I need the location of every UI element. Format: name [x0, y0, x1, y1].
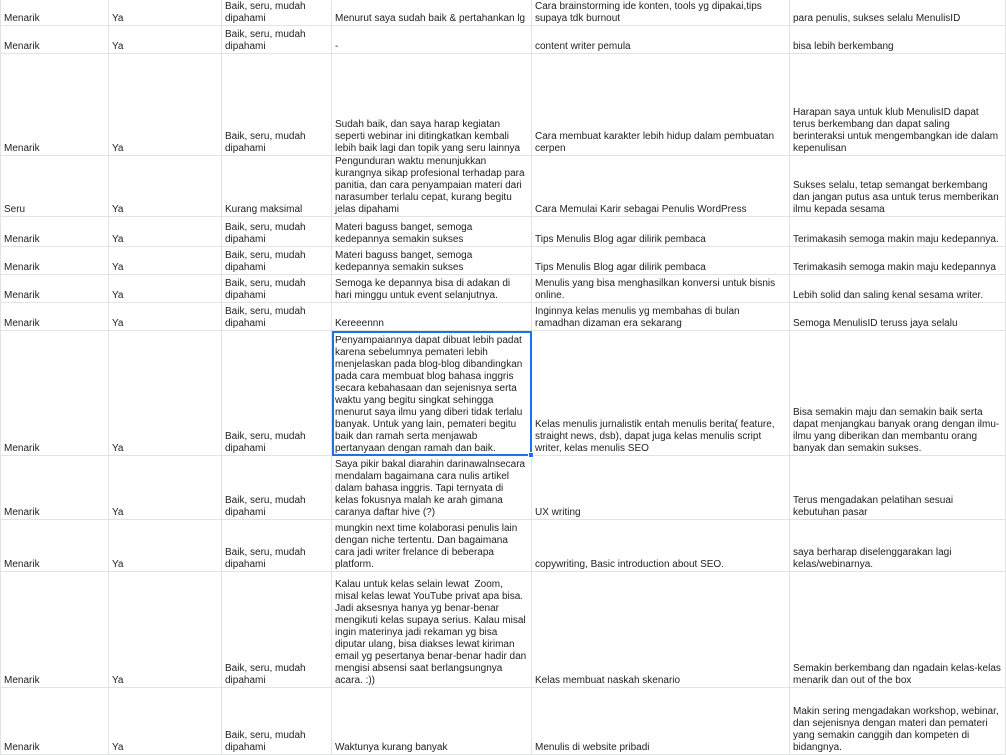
cell-text: Kalau untuk kelas selain lewat Zoom, misal kelas lewat YouTube privat apa bisa. Jadi aksesnya hanya yg benar-benar mengikuti kelas supaya serius. Kalau misal ingin materinya jadi rekaman yg bisa diputar ulang, bisa diakses lewat kiriman email yg pesertanya benar-benar hadir dan mengisi absensi saat berlangsungnya acara. :)): [335, 579, 530, 686]
cell-text: Ya: [112, 204, 124, 215]
cell-hope[interactable]: [790, 331, 1006, 456]
cell-recommend[interactable]: [109, 572, 222, 688]
cell-hope[interactable]: [790, 247, 1006, 275]
cell-text: Penyampaiannya dapat dibuat lebih padat karena sebelumnya pemateri lebih menjelaskan pada blog-blog dibandingkan pada cara membuat blog bahasa inggris secara kebahasaan dan sejenisnya serta waktu yang begitu singkat sehingga menurut saya ilmu yang diberi tidak terlalu banyak. Untuk yang lain, pemateri begitu baik dan ramah serta menjawab pertanyaan dengan ramah dan baik.: [335, 335, 526, 454]
cell-text: Terimakasih semoga makin maju kedepannya: [793, 262, 996, 273]
table-row: [1, 156, 1006, 217]
cell-text: Ya: [112, 742, 124, 753]
cell-recommend[interactable]: [109, 247, 222, 275]
selected-cell[interactable]: [332, 331, 532, 456]
cell-text: Menarik: [4, 559, 40, 570]
cell-text: Baik, seru, mudah dipahami: [225, 547, 309, 570]
cell-recommend[interactable]: [109, 0, 222, 26]
cell-topic-suggestion[interactable]: [532, 331, 790, 456]
cell-topic-suggestion[interactable]: [532, 0, 790, 26]
cell-delivery-rating[interactable]: [222, 275, 332, 303]
cell-topic-suggestion[interactable]: [532, 303, 790, 331]
cell-text: Makin sering mengadakan workshop, webinar, dan sejenisnya dengan materi dan pemateri yang semakin canggih dan kompeten di bidangnya.: [793, 706, 1002, 753]
cell-text: Ya: [112, 13, 124, 24]
cell-text: Ya: [112, 507, 124, 518]
cell-impression[interactable]: [1, 688, 109, 755]
cell-topic-suggestion[interactable]: [532, 54, 790, 156]
cell-recommend[interactable]: [109, 303, 222, 331]
cell-text: Menarik: [4, 318, 40, 329]
cell-text: Menarik: [4, 742, 40, 753]
cell-delivery-rating[interactable]: [222, 156, 332, 217]
table-row: [1, 572, 1006, 688]
cell-text: Ya: [112, 143, 124, 154]
cell-topic-suggestion[interactable]: [532, 456, 790, 520]
cell-text: Tips Menulis Blog agar dilirik pembaca: [535, 234, 706, 245]
cell-feedback[interactable]: [332, 247, 532, 275]
cell-delivery-rating[interactable]: [222, 331, 332, 456]
cell-delivery-rating[interactable]: [222, 520, 332, 572]
cell-impression[interactable]: [1, 331, 109, 456]
cell-text: Ya: [112, 41, 124, 52]
cell-text: -: [335, 41, 339, 52]
cell-text: Menarik: [4, 13, 40, 24]
cell-impression[interactable]: [1, 54, 109, 156]
cell-feedback[interactable]: [332, 54, 532, 156]
cell-text: Baik, seru, mudah dipahami: [225, 730, 309, 753]
cell-text: bisa lebih berkembang: [793, 41, 894, 52]
cell-delivery-rating[interactable]: [222, 217, 332, 247]
cell-text: Menarik: [4, 507, 40, 518]
cell-hope[interactable]: [790, 303, 1006, 331]
table-row: [1, 456, 1006, 520]
cell-text: Ya: [112, 675, 124, 686]
cell-feedback[interactable]: [332, 0, 532, 26]
cell-recommend[interactable]: [109, 26, 222, 54]
cell-text: Ya: [112, 559, 124, 570]
cell-text: Bisa semakin maju dan semakin baik serta dapat menjangkau banyak orang dengan ilmu-ilmu yang diberikan dan membantu orang banyak dan semakin sukses.: [793, 407, 1000, 454]
cell-text: Sudah baik, dan saya harap kegiatan seperti webinar ini ditingkatkan kembali lebih baik lagi dan topik yang seru lainnya: [335, 119, 521, 154]
cell-hope[interactable]: [790, 275, 1006, 303]
cell-topic-suggestion[interactable]: [532, 217, 790, 247]
cell-text: Kelas membuat naskah skenario: [535, 675, 681, 686]
cell-text: Ya: [112, 443, 124, 454]
table-row: [1, 217, 1006, 247]
cell-feedback[interactable]: [332, 275, 532, 303]
cell-recommend[interactable]: [109, 688, 222, 755]
cell-text: Menulis yang bisa menghasilkan konversi untuk bisnis online.: [535, 278, 778, 301]
cell-delivery-rating[interactable]: [222, 0, 332, 26]
cell-text: Cara brainstorming ide konten, tools yg dipakai,tips supaya tdk burnout: [535, 1, 765, 24]
cell-hope[interactable]: [790, 0, 1006, 26]
cell-text: copywriting, Basic introduction about SEO.: [535, 559, 724, 570]
cell-text: Menarik: [4, 143, 40, 154]
cell-text: Inginnya kelas menulis yg membahas di bulan ramadhan dizaman era sekarang: [535, 306, 743, 329]
cell-delivery-rating[interactable]: [222, 26, 332, 54]
cell-recommend[interactable]: [109, 520, 222, 572]
cell-delivery-rating[interactable]: [222, 572, 332, 688]
cell-text: Menulis di website pribadi: [535, 742, 650, 753]
cell-impression[interactable]: [1, 0, 109, 26]
cell-hope[interactable]: [790, 156, 1006, 217]
cell-text: Semoga ke depannya bisa di adakan di hari minggu untuk event selanjutnya.: [335, 278, 513, 301]
cell-topic-suggestion[interactable]: [532, 156, 790, 217]
cell-text: Baik, seru, mudah dipahami: [225, 278, 309, 301]
cell-text: Harapan saya untuk klub MenulisID dapat terus berkembang dan dapat saling berinteraksi untuk mengembangkan ide dalam kepenulisan: [793, 107, 1001, 154]
cell-impression[interactable]: [1, 156, 109, 217]
cell-text: Baik, seru, mudah dipahami: [225, 495, 309, 518]
table-row: [1, 54, 1006, 156]
cell-feedback[interactable]: [332, 303, 532, 331]
cell-delivery-rating[interactable]: [222, 54, 332, 156]
cell-text: Baik, seru, mudah dipahami: [225, 131, 309, 154]
cell-text: Menurut saya sudah baik & pertahankan lg: [335, 13, 526, 24]
cell-topic-suggestion[interactable]: [532, 26, 790, 54]
cell-hope[interactable]: [790, 688, 1006, 755]
cell-text: Terimakasih semoga makin maju kedepannya.: [793, 234, 999, 245]
cell-text: Semoga MenulisID teruss jaya selalu: [793, 318, 958, 329]
cell-impression[interactable]: [1, 217, 109, 247]
cell-recommend[interactable]: [109, 456, 222, 520]
cell-text: Saya pikir bakal diarahin darinawalnsecara mendalam bagaimana cara nulis artikel dalam bahasa inggris. Tapi ternyata di kelas fokusnya malah ke arah gimana caranya daftar hive (?): [335, 459, 528, 518]
cell-delivery-rating[interactable]: [222, 456, 332, 520]
cell-hope[interactable]: [790, 26, 1006, 54]
cell-text: Menarik: [4, 262, 40, 273]
cell-text: para penulis, sukses selalu MenulisID: [793, 13, 961, 24]
table-row: [1, 520, 1006, 572]
cell-feedback[interactable]: [332, 217, 532, 247]
cell-text: Menarik: [4, 41, 40, 52]
cell-text: Terus mengadakan pelatihan sesuai kebutuhan pasar: [793, 495, 956, 518]
cell-hope[interactable]: [790, 54, 1006, 156]
table-row: [1, 275, 1006, 303]
cell-text: Baik, seru, mudah dipahami: [225, 250, 309, 273]
cell-recommend[interactable]: [109, 54, 222, 156]
cell-text: Baik, seru, mudah dipahami: [225, 1, 309, 24]
cell-feedback[interactable]: [332, 456, 532, 520]
cell-delivery-rating[interactable]: [222, 303, 332, 331]
cell-text: Cara membuat karakter lebih hidup dalam pembuatan cerpen: [535, 131, 777, 154]
cell-impression[interactable]: [1, 26, 109, 54]
cell-feedback[interactable]: [332, 572, 532, 688]
cell-text: Ya: [112, 318, 124, 329]
cell-recommend[interactable]: [109, 156, 222, 217]
cell-text: Menarik: [4, 675, 40, 686]
cell-text: Kurang maksimal: [225, 204, 303, 215]
cell-feedback[interactable]: [332, 156, 532, 217]
cell-text: Materi baguss banget, semoga kedepannya semakin sukses: [335, 222, 476, 245]
cell-text: Menarik: [4, 290, 40, 301]
cell-recommend[interactable]: [109, 275, 222, 303]
cell-text: Menarik: [4, 443, 40, 454]
cell-text: Baik, seru, mudah dipahami: [225, 306, 309, 329]
cell-text: Ya: [112, 234, 124, 245]
cell-text: UX writing: [535, 507, 581, 518]
cell-text: Lebih solid dan saling kenal sesama writer.: [793, 290, 984, 301]
cell-delivery-rating[interactable]: [222, 688, 332, 755]
table-row: [1, 26, 1006, 54]
cell-topic-suggestion[interactable]: [532, 520, 790, 572]
table-row: [1, 331, 1006, 456]
cell-impression[interactable]: [1, 456, 109, 520]
cell-delivery-rating[interactable]: [222, 247, 332, 275]
cell-recommend[interactable]: [109, 331, 222, 456]
cell-feedback[interactable]: [332, 26, 532, 54]
cell-impression[interactable]: [1, 275, 109, 303]
cell-text: mungkin next time kolaborasi penulis lain dengan niche tertentu. Dan bagaimana cara jadi writer frelance di beberapa platform.: [335, 523, 521, 570]
cell-text: Menarik: [4, 234, 40, 245]
cell-feedback[interactable]: [332, 688, 532, 755]
cell-text: saya berharap diselenggarakan lagi kelas/webinarnya.: [793, 547, 955, 570]
table-row: [1, 247, 1006, 275]
cell-hope[interactable]: [790, 456, 1006, 520]
cell-text: Baik, seru, mudah dipahami: [225, 663, 309, 686]
table-row: [1, 303, 1006, 331]
cell-impression[interactable]: [1, 303, 109, 331]
cell-text: Pengunduran waktu menunjukkan kurangnya sikap profesional terhadap para panitia, dan cara penyampaian materi dari narasumber terlalu cepat, kurang begitu jelas dipahami: [335, 156, 528, 215]
cell-impression[interactable]: [1, 572, 109, 688]
cell-hope[interactable]: [790, 572, 1006, 688]
cell-topic-suggestion[interactable]: [532, 247, 790, 275]
cell-text: content writer pemula: [535, 41, 631, 52]
cell-topic-suggestion[interactable]: [532, 275, 790, 303]
cell-text: Waktunya kurang banyak: [335, 742, 448, 753]
cell-text: Kelas menulis jurnalistik entah menulis berita( feature, straight news, dsb), dapat juga kelas menulis script writer, kelas menulis SEO: [535, 419, 778, 454]
cell-topic-suggestion[interactable]: [532, 688, 790, 755]
cell-text: Baik, seru, mudah dipahami: [225, 222, 309, 245]
cell-recommend[interactable]: [109, 217, 222, 247]
cell-topic-suggestion[interactable]: [532, 572, 790, 688]
table-row: [1, 0, 1006, 26]
cell-hope[interactable]: [790, 217, 1006, 247]
cell-text: Ya: [112, 290, 124, 301]
cell-impression[interactable]: [1, 520, 109, 572]
cell-text: Semakin berkembang dan ngadain kelas-kelas menarik dan out of the box: [793, 663, 1004, 686]
fill-handle[interactable]: [528, 452, 534, 458]
cell-text: Seru: [4, 204, 26, 215]
cell-text: Baik, seru, mudah dipahami: [225, 29, 309, 52]
cell-hope[interactable]: [790, 520, 1006, 572]
cell-text: Tips Menulis Blog agar dilirik pembaca: [535, 262, 706, 273]
cell-text: Materi baguss banget, semoga kedepannya semakin sukses: [335, 250, 476, 273]
cell-text: Baik, seru, mudah dipahami: [225, 431, 309, 454]
cell-feedback[interactable]: [332, 520, 532, 572]
cell-text: Cara Memulai Karir sebagai Penulis WordPress: [535, 204, 747, 215]
table-row: [1, 688, 1006, 755]
cell-text: Ya: [112, 262, 124, 273]
cell-impression[interactable]: [1, 247, 109, 275]
cell-text: Sukses selalu, tetap semangat berkembang dan jangan putus asa untuk terus memberikan ilmu kepada sesama: [793, 180, 1002, 215]
cell-text: Kereeennn: [335, 318, 384, 329]
